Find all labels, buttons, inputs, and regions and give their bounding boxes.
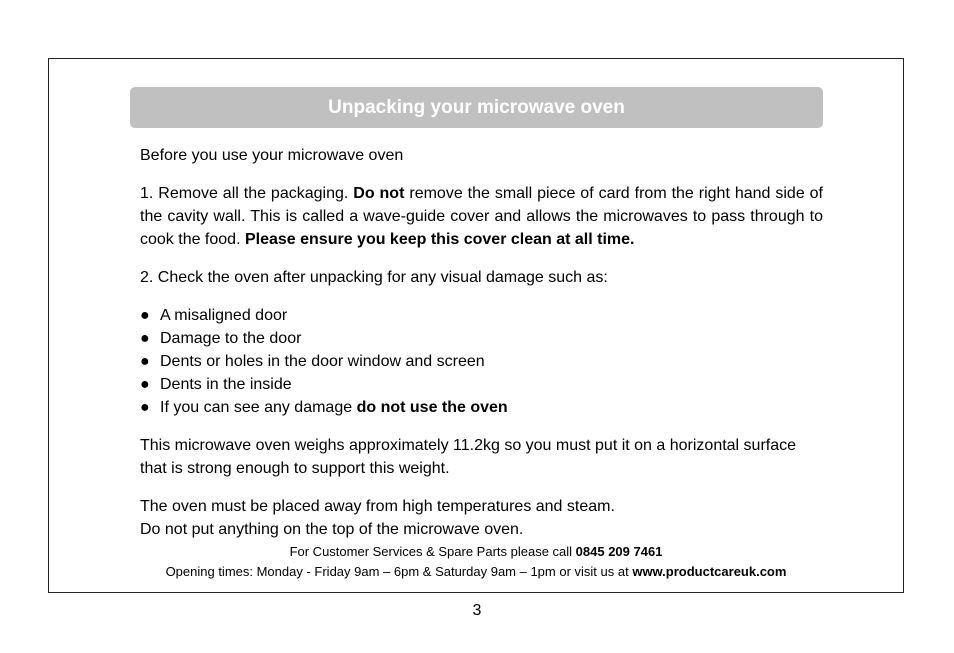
placement-line-2: Do not put anything on the top of the microwave oven. (140, 521, 524, 538)
step-1-text-a: 1. Remove all the packaging. (140, 185, 354, 202)
placement-line-1: The oven must be placed away from high temperatures and steam. (140, 498, 615, 515)
list-item-text: A misaligned door (160, 307, 288, 324)
step-2-paragraph: 2. Check the oven after unpacking for any visual damage such as: (140, 269, 608, 286)
list-item (140, 304, 823, 327)
footer-hours-text: Opening times: Monday - Friday 9am – 6pm & Saturday 9am – 1pm or visit us at (165, 564, 633, 579)
weight-paragraph: This microwave oven weighs approximately 11.2kg so you must put it on a horizontal surface that is strong enough to support this weight. (140, 437, 797, 477)
bullet-icon: ● (140, 330, 150, 347)
bullet-icon: ● (140, 376, 150, 393)
page-number: 3 (472, 602, 482, 619)
damage-list (140, 304, 823, 419)
list-item (140, 373, 823, 396)
section-title: Unpacking your microwave oven (328, 96, 625, 118)
footer-line-2 (48, 562, 904, 582)
list-item-text: If you can see any damage (160, 399, 357, 416)
list-item (140, 327, 823, 350)
step-1-bold-a: Do not (353, 185, 405, 202)
list-item (140, 350, 823, 373)
bullet-icon: ● (140, 353, 150, 370)
step-1-bold-b: Please ensure you keep this cover clean at all time. (244, 231, 635, 248)
bullet-icon: ● (140, 307, 150, 324)
list-item (140, 396, 823, 419)
footer (48, 542, 904, 582)
website-link[interactable]: www.productcareuk.com (632, 564, 787, 579)
list-item-text: Dents or holes in the door window and screen (160, 353, 485, 370)
list-item-text: Damage to the door (160, 330, 302, 347)
bullet-icon: ● (140, 399, 150, 416)
intro-text: Before you use your microwave oven (140, 147, 404, 164)
footer-line-1 (48, 542, 904, 562)
step-1-text-b: remove the small piece of card from the right hand side of the cavity wall. This is called a wave-guide cover and allows the microwaves to pass through to cook the food. (140, 185, 823, 248)
phone-number: 0845 209 7461 (575, 544, 663, 559)
section-title-bar (130, 87, 823, 128)
step-1-paragraph (140, 182, 823, 251)
list-item-text: Dents in the inside (160, 376, 292, 393)
main-content (140, 144, 823, 541)
warning-text: do not use the oven (356, 399, 508, 416)
footer-service-text: For Customer Services & Spare Parts please call (289, 544, 576, 559)
